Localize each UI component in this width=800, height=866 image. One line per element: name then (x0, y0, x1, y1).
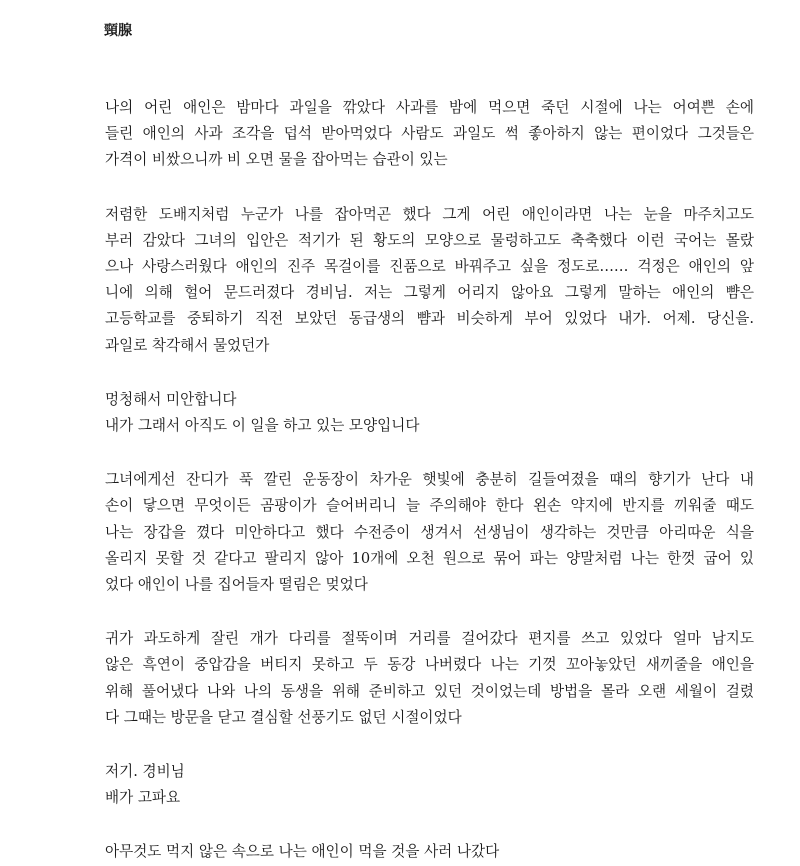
poem-title: 頸腺 (104, 23, 132, 39)
dialog-line: 내가 그래서 아직도 이 일을 하고 있는 모양입니다 (105, 417, 420, 435)
text-line: 었다 애인이 나를 집어들자 떨림은 멎었다 (105, 576, 368, 594)
text-line: 부러 감았다 그녀의 입안은 적기가 된 황도의 모양으로 물렁하고도 축축했다 이런 국어는 몰랐 (105, 231, 754, 249)
text-line: 가격이 비쌌으니까 비 오면 물을 잡아먹는 습관이 있는 (105, 151, 448, 169)
text-line: 그녀에게선 잔디가 푹 깔린 운동장이 차가운 햇빛에 충분히 길들여졌을 때의 향기가 난다 내 (105, 471, 754, 489)
text-line: 과일로 착각해서 물었던가 (105, 336, 270, 354)
text-line: 위해 풀어냈다 나와 나의 동생을 위해 준비하고 있던 것이었는데 방법을 몰라 오랜 세월이 걸렸 (105, 682, 754, 700)
paragraph-2 (89, 202, 754, 359)
dialog-2 (89, 759, 754, 811)
text-line: 아무것도 먹지 않은 속으로 나는 애인이 먹을 것을 사러 나갔다 (105, 843, 500, 861)
text-line: 고등학교를 중퇴하기 직전 보았던 동급생의 뺨과 비슷하게 부어 있었다 내가. 어제. 당신을. (105, 310, 754, 328)
poem-body (89, 95, 754, 866)
text-line: 나의 어린 애인은 밤마다 과일을 깎았다 사과를 밤에 먹으면 죽던 시절에 나는 어여쁜 손에 (105, 99, 754, 116)
text-line: 저렴한 도배지처럼 누군가 나를 잡아먹곤 했다 그게 어린 애인이라면 나는 눈을 마주치고도 (105, 205, 754, 223)
text-line: 않은 흑연이 중압감을 버티지 못하고 두 동강 나버렸다 나는 기껏 꼬아놓았던 새끼줄을 애인을 (105, 656, 754, 674)
text-line: 으나 사랑스러웠다 애인의 진주 목걸이를 진품으로 바꿔주고 싶을 정도로…… 걱정은 애인의 앞 (105, 258, 754, 276)
dialog-line: 저기. 경비님 (105, 763, 185, 781)
text-line: 귀가 과도하게 잘린 개가 다리를 절뚝이며 거리를 걸어갔다 편지를 쓰고 있었다 얼마 남지도 (105, 630, 754, 648)
paragraph-1 (89, 95, 754, 174)
text-line: 손이 닿으면 무엇이든 곰팡이가 슬어버리니 늘 주의해야 한다 왼손 약지에 반지를 끼워줄 때도 (105, 497, 754, 515)
dialog-line: 배가 고파요 (105, 789, 181, 807)
text-line: 니에 의해 헐어 문드러졌다 경비님. 저는 그렇게 어리지 않아요 그렇게 말하는 애인의 뺨은 (105, 284, 754, 302)
text-line: 나는 장갑을 꼈다 미안하다고 했다 수전증이 생겨서 선생님이 생각하는 것만큼 아리따운 식을 (105, 523, 754, 541)
paragraph-4 (89, 626, 754, 731)
text-line: 올리지 못할 것 같다고 팔리지 않아 10개에 오천 원으로 묶어 파는 양말처럼 나는 한껏 굽어 있 (105, 549, 754, 567)
dialog-line: 멍청해서 미안합니다 (105, 390, 237, 408)
paragraph-5 (89, 839, 754, 865)
dialog-1 (89, 387, 754, 439)
text-line: 들린 애인의 사과 조각을 덥석 받아먹었다 사람도 과일도 썩 좋아하지 않는 편이었다 그것들은 (105, 125, 754, 143)
paragraph-3 (89, 467, 754, 598)
text-line: 다 그때는 방문을 닫고 결심할 선풍기도 없던 시절이었다 (105, 708, 462, 726)
